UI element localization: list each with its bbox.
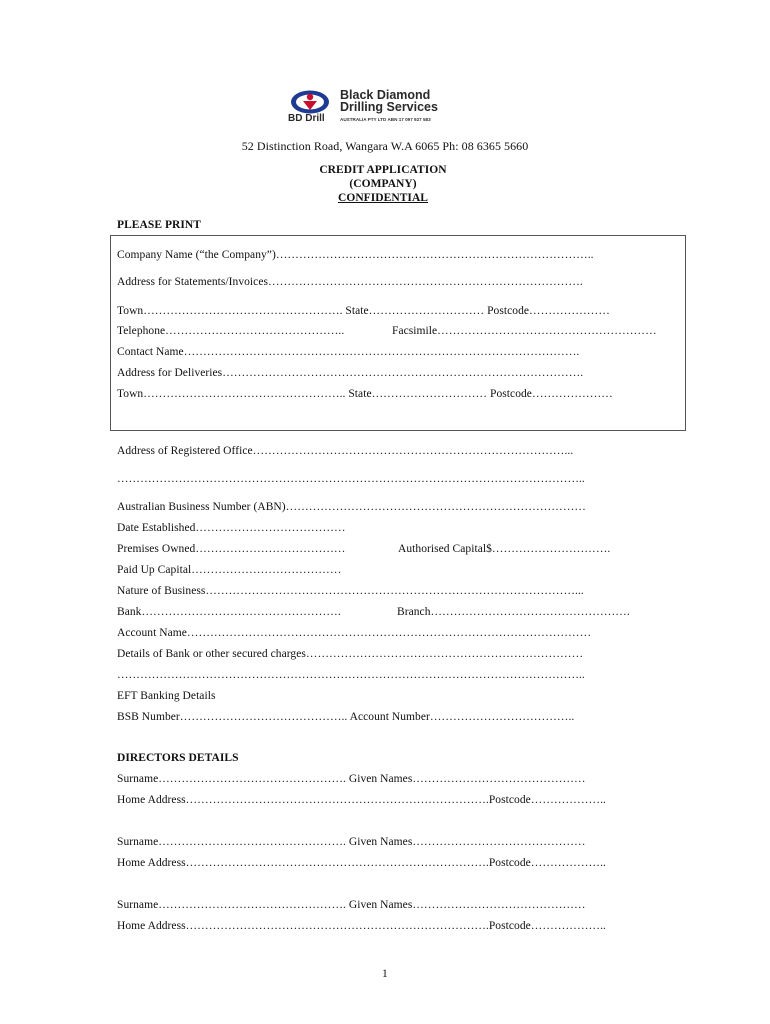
premises-owned-field[interactable]: Premises Owned…………………………………	[117, 543, 346, 555]
paid-up-capital-field[interactable]: Paid Up Capital…………………………………	[117, 564, 342, 576]
authorised-capital-field[interactable]: Authorised Capital$………………………….	[398, 543, 611, 555]
delivery-town-state-postcode-field[interactable]: Town…………………………………………….. State………………………… Postcode…………………	[117, 388, 613, 400]
bank-field[interactable]: Bank…………………………………………….	[117, 606, 341, 618]
eft-banking-label: EFT Banking Details	[117, 690, 216, 702]
director-surname-field[interactable]: Surname…………………………………………. Given Names………………………………………	[117, 899, 586, 911]
company-logo	[288, 88, 458, 128]
registered-office-continuation[interactable]: …………………………………………………………………………………………………………..	[117, 473, 585, 485]
form-subtitle: (COMPANY)	[349, 178, 417, 190]
directors-heading: DIRECTORS DETAILS	[117, 752, 239, 764]
brand-short-name: BD Drill	[288, 113, 325, 124]
brand-name-line1: Black Diamond	[340, 88, 431, 102]
date-established-field[interactable]: Date Established…………………………………	[117, 522, 346, 534]
branch-field[interactable]: Branch…………………………………………….	[397, 606, 630, 618]
form-title: CREDIT APPLICATION	[319, 164, 447, 176]
company-address: 52 Distinction Road, Wangara W.A 6065 Ph: 08 6365 5660	[241, 139, 529, 153]
secured-charges-continuation[interactable]: …………………………………………………………………………………………………………..	[117, 669, 585, 681]
director-surname-field[interactable]: Surname…………………………………………. Given Names………………………………………	[117, 773, 586, 785]
delivery-address-field[interactable]: Address for Deliveries………………………………………………………………………………….	[117, 367, 584, 379]
page-number: 1	[382, 968, 388, 980]
please-print-label: PLEASE PRINT	[117, 219, 201, 231]
town-state-postcode-field[interactable]: Town……………………………………………. State………………………… Postcode…………………	[117, 305, 610, 317]
director-home-address-field[interactable]: Home Address…………………………………………………………………….Postcode………………..	[117, 857, 606, 869]
bsb-account-number-field[interactable]: BSB Number…………………………………….. Account Number………………………………..	[117, 711, 575, 723]
director-home-address-field[interactable]: Home Address…………………………………………………………………….Postcode………………..	[117, 920, 606, 932]
company-name-field[interactable]: Company Name (“the Company”)………………………………………………………………………..	[117, 249, 594, 261]
statements-address-field[interactable]: Address for Statements/Invoices……………………………………………………………………….	[117, 276, 583, 288]
contact-name-field[interactable]: Contact Name………………………………………………………………………………………….	[117, 346, 580, 358]
director-surname-field[interactable]: Surname…………………………………………. Given Names………………………………………	[117, 836, 586, 848]
brand-abn-line: AUSTRALIA PTY LTD ABN 17 097 927 583	[340, 117, 431, 122]
account-name-field[interactable]: Account Name……………………………………………………………………………………………	[117, 627, 592, 639]
secured-charges-field[interactable]: Details of Bank or other secured charges………………………………………………………………	[117, 648, 584, 660]
facsimile-field[interactable]: Facsimile…………………………………………………	[392, 325, 657, 337]
nature-of-business-field[interactable]: Nature of Business……………………………………………………………………………………...	[117, 585, 584, 597]
abn-field[interactable]: Australian Business Number (ABN)……………………………………………………………………	[117, 501, 586, 513]
registered-office-field[interactable]: Address of Registered Office………………………………………………………………………...	[117, 445, 574, 457]
confidential-label: CONFIDENTIAL	[337, 192, 429, 204]
diamond-logo-icon	[290, 89, 330, 115]
brand-name-line2: Drilling Services	[340, 100, 438, 114]
telephone-field[interactable]: Telephone………………………………………..	[117, 325, 345, 337]
director-home-address-field[interactable]: Home Address…………………………………………………………………….Postcode………………..	[117, 794, 606, 806]
